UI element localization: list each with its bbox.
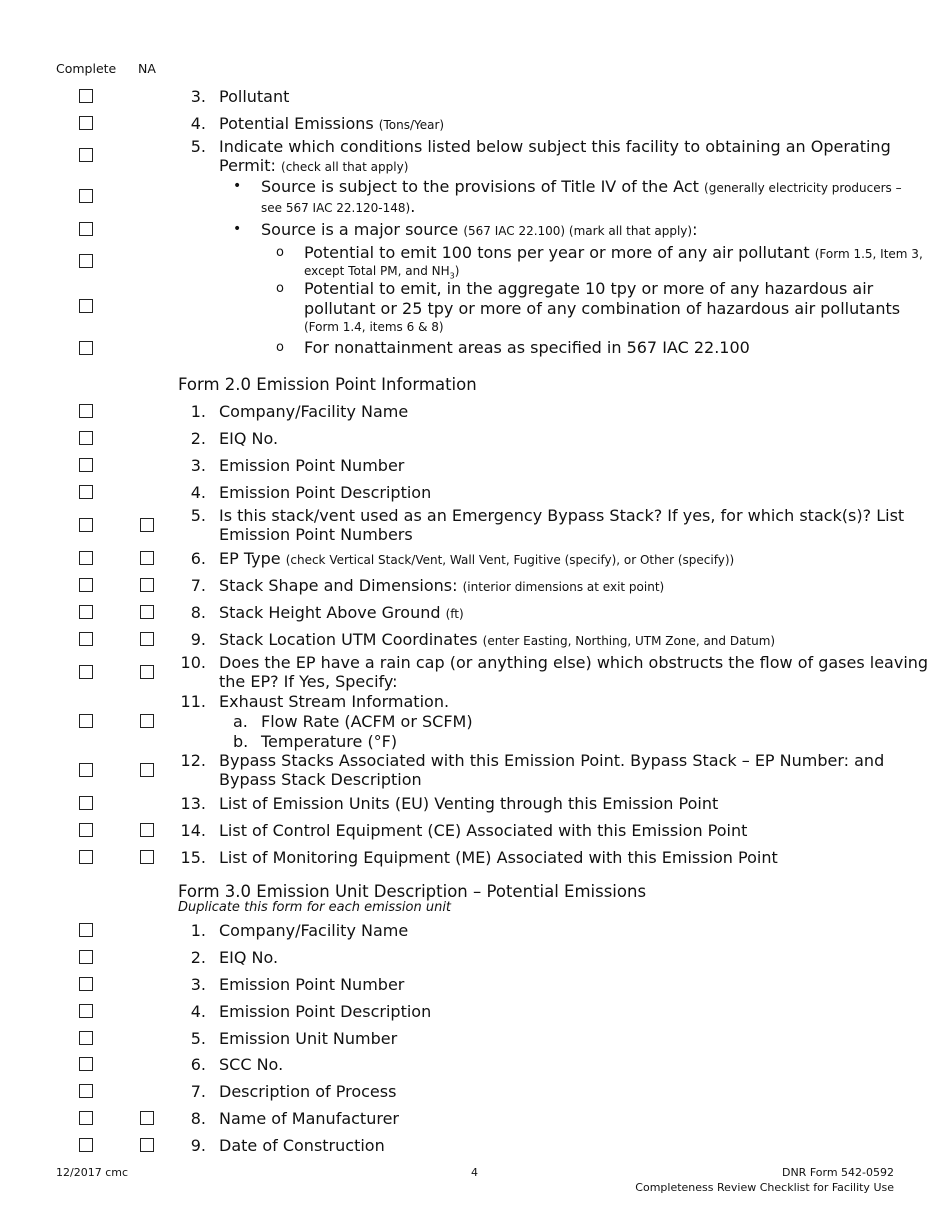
complete-checkbox-f2-item3[interactable] [79,458,93,472]
item-number: 9. [190,630,206,649]
na-checkbox-f2-item14[interactable] [140,823,154,837]
complete-checkbox-f3-item7[interactable] [79,1084,93,1098]
complete-checkbox-title-iv[interactable] [79,189,93,203]
complete-checkbox-f2-item9[interactable] [79,632,93,646]
na-checkbox-f3-item9[interactable] [140,1138,154,1152]
title-iv-line2: see 567 IAC 22.120-148). [261,197,416,216]
complete-checkbox-f3-item3[interactable] [79,977,93,991]
f2-item9-label: Stack Location UTM Coordinates (enter Easting, Northing, UTM Zone, and Datum) [219,630,776,649]
item-number: 9. [190,1136,206,1155]
form2-section-title: Form 2.0 Emission Point Information [178,375,477,394]
item-number: 4. [190,1002,206,1021]
complete-checkbox-f2-item11[interactable] [79,714,93,728]
item-number: 8. [190,603,206,622]
f1-item3-label: Pollutant [219,87,290,106]
na-checkbox-f2-item8[interactable] [140,605,154,619]
circle-bullet-icon: o [276,340,284,355]
item-number: 7. [190,576,206,595]
f2-item13-label: List of Emission Units (EU) Venting through this Emission Point [219,794,719,813]
item-number: 12. [180,751,206,770]
major-source-label: Source is a major source (567 IAC 22.100) (mark all that apply): [261,220,698,239]
hap-note: (Form 1.4, items 6 & 8) [304,320,444,334]
f2-item4-label: Emission Point Description [219,483,432,502]
f2-item7-label: Stack Shape and Dimensions: (interior dimensions at exit point) [219,576,665,595]
complete-checkbox-f3-item6[interactable] [79,1057,93,1071]
item-number: 1. [190,402,206,421]
f2-item1-label: Company/Facility Name [219,402,409,421]
complete-checkbox-f2-item15[interactable] [79,850,93,864]
complete-checkbox-f1-item3[interactable] [79,89,93,103]
item-number: 6. [190,1055,206,1074]
complete-checkbox-major-source[interactable] [79,222,93,236]
complete-checkbox-f3-item2[interactable] [79,950,93,964]
na-checkbox-f2-item6[interactable] [140,551,154,565]
f3-item1-label: Company/Facility Name [219,921,409,940]
f2-item10-line2: the EP? If Yes, Specify: [219,672,398,691]
f3-item8-label: Name of Manufacturer [219,1109,399,1128]
complete-checkbox-nonattainment[interactable] [79,341,93,355]
complete-checkbox-f2-item6[interactable] [79,551,93,565]
na-checkbox-f2-item10[interactable] [140,665,154,679]
complete-checkbox-f3-item1[interactable] [79,923,93,937]
item-number: 3. [190,87,206,106]
complete-checkbox-f2-item13[interactable] [79,796,93,810]
complete-checkbox-f2-item12[interactable] [79,763,93,777]
complete-checkbox-f2-item14[interactable] [79,823,93,837]
f2-item6-label: EP Type (check Vertical Stack/Vent, Wall Vent, Fugitive (specify), or Other (specify)) [219,549,735,568]
na-checkbox-f2-item11[interactable] [140,714,154,728]
f2-item5-line2: Emission Point Numbers [219,525,413,544]
complete-checkbox-f3-item8[interactable] [79,1111,93,1125]
complete-checkbox-f2-item7[interactable] [79,578,93,592]
item-number: 4. [190,483,206,502]
hap-line1: Potential to emit, in the aggregate 10 tpy or more of any hazardous air [304,279,874,298]
complete-checkbox-f2-item5[interactable] [79,518,93,532]
na-column-header: NA [138,61,156,76]
f3-item4-label: Emission Point Description [219,1002,432,1021]
item-number: 3. [190,456,206,475]
item-number: 14. [180,821,206,840]
na-checkbox-f2-item12[interactable] [140,763,154,777]
hap-line2: pollutant or 25 tpy or more of any combination of hazardous air pollutants [304,299,901,318]
flow-rate-label: Flow Rate (ACFM or SCFM) [261,712,473,731]
footer-form-number: DNR Form 542-0592 [781,1166,894,1179]
complete-checkbox-f2-item4[interactable] [79,485,93,499]
f2-item8-label: Stack Height Above Ground (ft) [219,603,464,622]
f2-item14-label: List of Control Equipment (CE) Associated with this Emission Point [219,821,748,840]
f1-item5-line2: Permit: (check all that apply) [219,156,409,175]
na-checkbox-f2-item7[interactable] [140,578,154,592]
item-number: 1. [190,921,206,940]
item-number: 15. [180,848,206,867]
item-number: 3. [190,975,206,994]
circle-bullet-icon: o [276,245,284,260]
complete-checkbox-hap[interactable] [79,299,93,313]
footer-date: 12/2017 cmc [56,1166,129,1179]
complete-checkbox-f3-item4[interactable] [79,1004,93,1018]
item-number: 8. [190,1109,206,1128]
complete-checkbox-f2-item1[interactable] [79,404,93,418]
na-checkbox-f2-item5[interactable] [140,518,154,532]
item-number: 2. [190,948,206,967]
f2-item11-label: Exhaust Stream Information. [219,692,450,711]
f2-item2-label: EIQ No. [219,429,279,448]
f1-item5-line1: Indicate which conditions listed below subject this facility to obtaining an Operating [219,137,891,156]
pte-100-line1: Potential to emit 100 tons per year or more of any air pollutant (Form 1.5, Item 3, [304,243,923,262]
circle-bullet-icon: o [276,281,284,296]
nonattainment-label: For nonattainment areas as specified in 567 IAC 22.100 [304,338,750,357]
bullet-icon: • [233,178,242,194]
complete-column-header: Complete [56,61,117,76]
item-number: 4. [190,114,206,133]
item-number: 2. [190,429,206,448]
f3-item9-label: Date of Construction [219,1136,385,1155]
pte-100-line2: except Total PM, and $NH_3$) [304,264,460,281]
f2-item15-label: List of Monitoring Equipment (ME) Associated with this Emission Point [219,848,778,867]
item-number: 7. [190,1082,206,1101]
f1-item4-label: Potential Emissions (Tons/Year) [219,114,445,133]
complete-checkbox-f1-item5[interactable] [79,148,93,162]
page-number: 4 [471,1166,478,1179]
complete-checkbox-f1-item4[interactable] [79,116,93,130]
bullet-icon: • [233,221,242,237]
form3-section-title: Form 3.0 Emission Unit Description – Potential Emissions [178,882,647,901]
f3-item5-label: Emission Unit Number [219,1029,398,1048]
footer-form-title: Completeness Review Checklist for Facility Use [635,1181,894,1194]
item-number: 5. [190,506,206,525]
item-number: 5. [190,137,206,156]
complete-checkbox-f2-item2[interactable] [79,431,93,445]
f2-item12-line1: Bypass Stacks Associated with this Emission Point. Bypass Stack – EP Number: and [219,751,885,770]
complete-checkbox-f2-item10[interactable] [79,665,93,679]
f2-item10-line1: Does the EP have a rain cap (or anything else) which obstructs the flow of gases leaving [219,653,929,672]
f3-item2-label: EIQ No. [219,948,279,967]
item-number: 10. [180,653,206,672]
sub-letter: b. [233,732,249,751]
item-number: 6. [190,549,206,568]
complete-checkbox-f3-item9[interactable] [79,1138,93,1152]
f2-item5-line1: Is this stack/vent used as an Emergency Bypass Stack? If yes, for which stack(s)? List [219,506,905,525]
complete-checkbox-f3-item5[interactable] [79,1031,93,1045]
form3-subtitle: Duplicate this form for each emission unit [178,900,452,915]
title-iv-line1: Source is subject to the provisions of Title IV of the Act (generally electricity producers – [261,177,902,196]
item-number: 5. [190,1029,206,1048]
f3-item3-label: Emission Point Number [219,975,405,994]
f2-item3-label: Emission Point Number [219,456,405,475]
temperature-label: Temperature (°F) [261,732,398,751]
na-checkbox-f3-item8[interactable] [140,1111,154,1125]
na-checkbox-f2-item15[interactable] [140,850,154,864]
complete-checkbox-f2-item8[interactable] [79,605,93,619]
sub-letter: a. [233,712,248,731]
complete-checkbox-pte-100[interactable] [79,254,93,268]
f2-item12-line2: Bypass Stack Description [219,770,422,789]
item-number: 13. [180,794,206,813]
f3-item6-label: SCC No. [219,1055,284,1074]
na-checkbox-f2-item9[interactable] [140,632,154,646]
item-number: 11. [180,692,206,711]
f3-item7-label: Description of Process [219,1082,397,1101]
